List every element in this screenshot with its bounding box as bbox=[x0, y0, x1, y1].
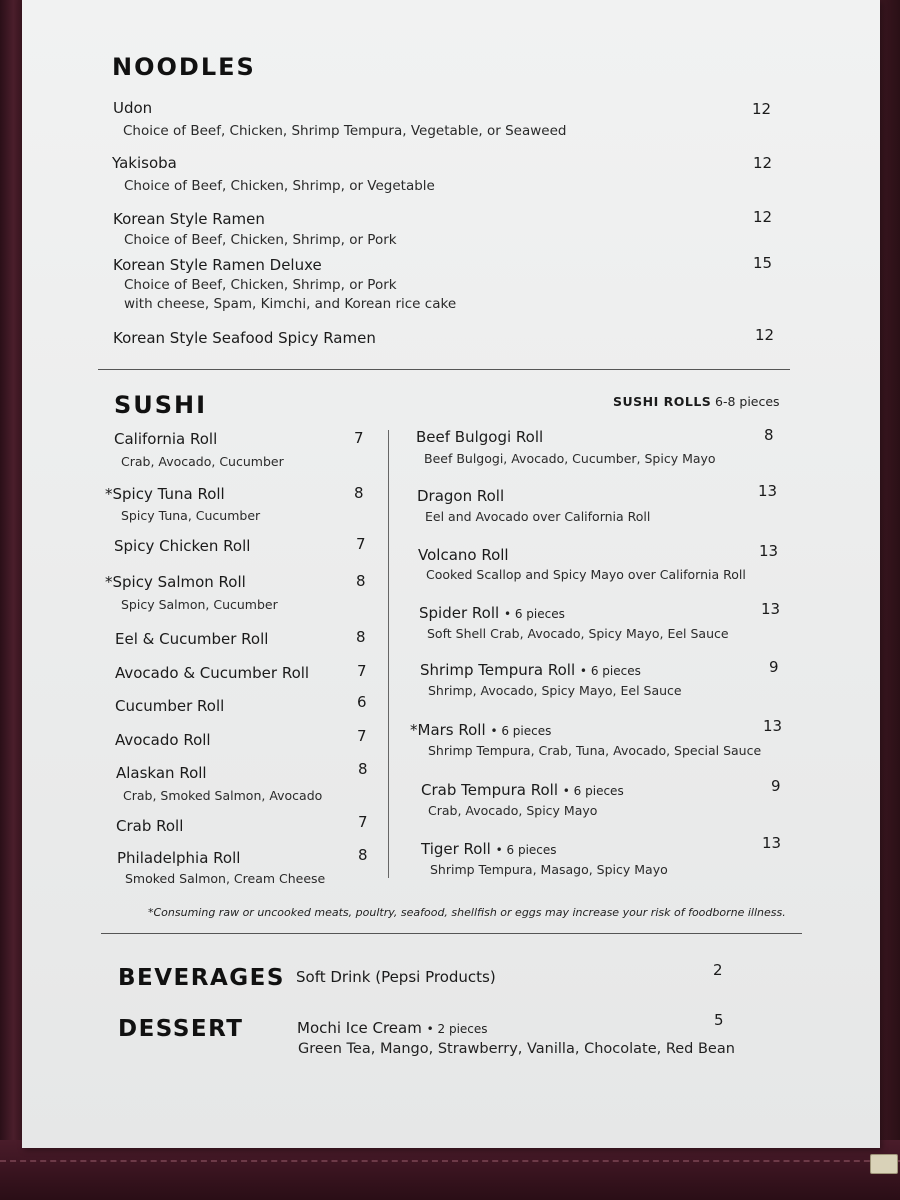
sushi-roll-name: Volcano Roll bbox=[418, 546, 509, 564]
sushi-roll-title: Spider Roll bbox=[419, 604, 500, 622]
sushi-item-price: 7 bbox=[357, 727, 367, 745]
sushi-item-price: 8 bbox=[356, 628, 366, 646]
sushi-roll-desc: Shrimp Tempura, Crab, Tuna, Avocado, Special Sauce bbox=[428, 743, 762, 758]
sushi-item-name: Avocado Roll bbox=[115, 731, 211, 749]
sushi-roll-price: 13 bbox=[763, 717, 783, 735]
section-divider bbox=[98, 369, 790, 370]
noodle-item-price: 12 bbox=[752, 100, 772, 118]
sushi-roll-name bbox=[421, 781, 624, 799]
sushi-roll-desc: Crab, Avocado, Spicy Mayo bbox=[428, 803, 598, 818]
sushi-roll-price: 13 bbox=[758, 482, 778, 500]
sushi-roll-pieces: • 6 pieces bbox=[579, 664, 641, 678]
sushi-item-name: Avocado & Cucumber Roll bbox=[115, 664, 310, 682]
sushi-item-price: 7 bbox=[354, 429, 364, 447]
sushi-roll-price: 13 bbox=[759, 542, 779, 560]
sushi-item-name: Cucumber Roll bbox=[115, 697, 225, 715]
dessert-item-title: Mochi Ice Cream bbox=[297, 1019, 422, 1037]
metal-clip bbox=[870, 1154, 898, 1174]
sushi-item-desc: Spicy Salmon, Cucumber bbox=[121, 597, 278, 612]
noodle-item-desc: Choice of Beef, Chicken, Shrimp, or Pork bbox=[124, 232, 397, 248]
sushi-roll-desc: Shrimp, Avocado, Spicy Mayo, Eel Sauce bbox=[428, 683, 682, 698]
noodle-item-name: Korean Style Ramen bbox=[113, 210, 265, 228]
sushi-roll-name bbox=[421, 840, 557, 858]
sushi-roll-pieces: • 6 pieces bbox=[490, 724, 552, 738]
cover-stitching bbox=[0, 1160, 900, 1162]
sushi-roll-name bbox=[410, 721, 551, 739]
sushi-item-name: *Spicy Salmon Roll bbox=[105, 573, 246, 591]
sushi-item-price: 8 bbox=[356, 572, 366, 590]
sushi-roll-price: 9 bbox=[771, 777, 781, 795]
noodle-item-price: 12 bbox=[755, 326, 775, 344]
sushi-item-price: 7 bbox=[357, 662, 367, 680]
sushi-item-name: *Spicy Tuna Roll bbox=[105, 485, 225, 503]
sushi-item-name: Spicy Chicken Roll bbox=[114, 537, 251, 555]
sushi-roll-pieces: • 6 pieces bbox=[562, 784, 624, 798]
sushi-item-price: 7 bbox=[356, 535, 366, 553]
sushi-roll-pieces: • 6 pieces bbox=[495, 843, 557, 857]
food-safety-disclaimer: *Consuming raw or uncooked meats, poultry, seafood, shellfish or eggs may increase your risk of foodborne illness. bbox=[148, 906, 786, 919]
sushi-roll-title: Tiger Roll bbox=[421, 840, 491, 858]
beverage-item-price: 2 bbox=[713, 961, 723, 979]
sushi-item-price: 8 bbox=[354, 484, 364, 502]
sushi-roll-desc: Soft Shell Crab, Avocado, Spicy Mayo, Eel Sauce bbox=[427, 626, 729, 641]
sushi-roll-pieces: • 6 pieces bbox=[503, 607, 565, 621]
noodle-item-price: 15 bbox=[753, 254, 773, 272]
sushi-roll-price: 8 bbox=[764, 426, 774, 444]
sushi-roll-desc: Cooked Scallop and Spicy Mayo over California Roll bbox=[426, 567, 746, 582]
noodle-item-price: 12 bbox=[753, 154, 773, 172]
menu-page bbox=[22, 0, 880, 1148]
sushi-roll-price: 13 bbox=[761, 600, 781, 618]
sushi-rolls-label: SUSHI ROLLS bbox=[613, 394, 712, 409]
sushi-item-price: 8 bbox=[358, 760, 368, 778]
sushi-roll-desc: Eel and Avocado over California Roll bbox=[425, 509, 651, 524]
noodle-item-name: Udon bbox=[113, 99, 153, 117]
dessert-item-desc: Green Tea, Mango, Strawberry, Vanilla, Chocolate, Red Bean bbox=[298, 1041, 735, 1057]
menu-cover-left bbox=[0, 0, 22, 1200]
sushi-roll-name: Dragon Roll bbox=[417, 487, 505, 505]
sushi-roll-name bbox=[419, 604, 565, 622]
noodle-item-desc: Choice of Beef, Chicken, Shrimp Tempura, Vegetable, or Seaweed bbox=[123, 123, 567, 139]
sushi-roll-title: *Mars Roll bbox=[410, 721, 486, 739]
section-title-dessert: DESSERT bbox=[118, 1016, 244, 1042]
noodle-item-desc: Choice of Beef, Chicken, Shrimp, or Vegetable bbox=[124, 178, 435, 194]
sushi-item-desc: Crab, Avocado, Cucumber bbox=[121, 454, 284, 469]
menu-cover-right bbox=[880, 0, 900, 1200]
sushi-item-price: 7 bbox=[358, 813, 368, 831]
sushi-item-name: Philadelphia Roll bbox=[117, 849, 241, 867]
section-title-beverages: BEVERAGES bbox=[118, 965, 285, 991]
sushi-item-name: California Roll bbox=[114, 430, 218, 448]
sushi-roll-title: Shrimp Tempura Roll bbox=[420, 661, 576, 679]
noodle-item-name: Korean Style Seafood Spicy Ramen bbox=[113, 329, 376, 347]
sushi-roll-price: 13 bbox=[762, 834, 782, 852]
noodle-item-price: 12 bbox=[753, 208, 773, 226]
section-title-noodles: NOODLES bbox=[112, 53, 256, 81]
sushi-roll-name: Beef Bulgogi Roll bbox=[416, 428, 544, 446]
dessert-item-name bbox=[297, 1019, 488, 1037]
sushi-roll-desc: Shrimp Tempura, Masago, Spicy Mayo bbox=[430, 862, 668, 877]
section-divider bbox=[101, 933, 802, 934]
sushi-roll-price: 9 bbox=[769, 658, 779, 676]
sushi-item-name: Crab Roll bbox=[116, 817, 184, 835]
dessert-item-price: 5 bbox=[714, 1011, 724, 1029]
sushi-roll-title: Crab Tempura Roll bbox=[421, 781, 558, 799]
beverage-item-name: Soft Drink (Pepsi Products) bbox=[296, 968, 496, 986]
sushi-item-name: Alaskan Roll bbox=[116, 764, 207, 782]
sushi-roll-desc: Beef Bulgogi, Avocado, Cucumber, Spicy Mayo bbox=[424, 451, 716, 466]
sushi-item-price: 8 bbox=[358, 846, 368, 864]
dessert-item-pieces: • 2 pieces bbox=[426, 1022, 488, 1036]
section-title-sushi: SUSHI bbox=[114, 391, 208, 419]
sushi-item-desc: Smoked Salmon, Cream Cheese bbox=[125, 871, 326, 886]
sushi-item-name: Eel & Cucumber Roll bbox=[115, 630, 269, 648]
sushi-rolls-pieces: 6-8 pieces bbox=[715, 394, 780, 409]
noodle-item-desc: Choice of Beef, Chicken, Shrimp, or Pork bbox=[124, 277, 397, 293]
sushi-item-desc: Spicy Tuna, Cucumber bbox=[121, 508, 261, 523]
noodle-item-desc-extra: with cheese, Spam, Kimchi, and Korean rice cake bbox=[124, 296, 457, 312]
sushi-item-price: 6 bbox=[357, 693, 367, 711]
sushi-roll-name bbox=[420, 661, 641, 679]
noodle-item-name: Yakisoba bbox=[112, 154, 177, 172]
column-divider bbox=[388, 430, 389, 878]
sushi-item-desc: Crab, Smoked Salmon, Avocado bbox=[123, 788, 323, 803]
noodle-item-name: Korean Style Ramen Deluxe bbox=[113, 256, 322, 274]
menu-cover-bottom bbox=[0, 1140, 900, 1200]
